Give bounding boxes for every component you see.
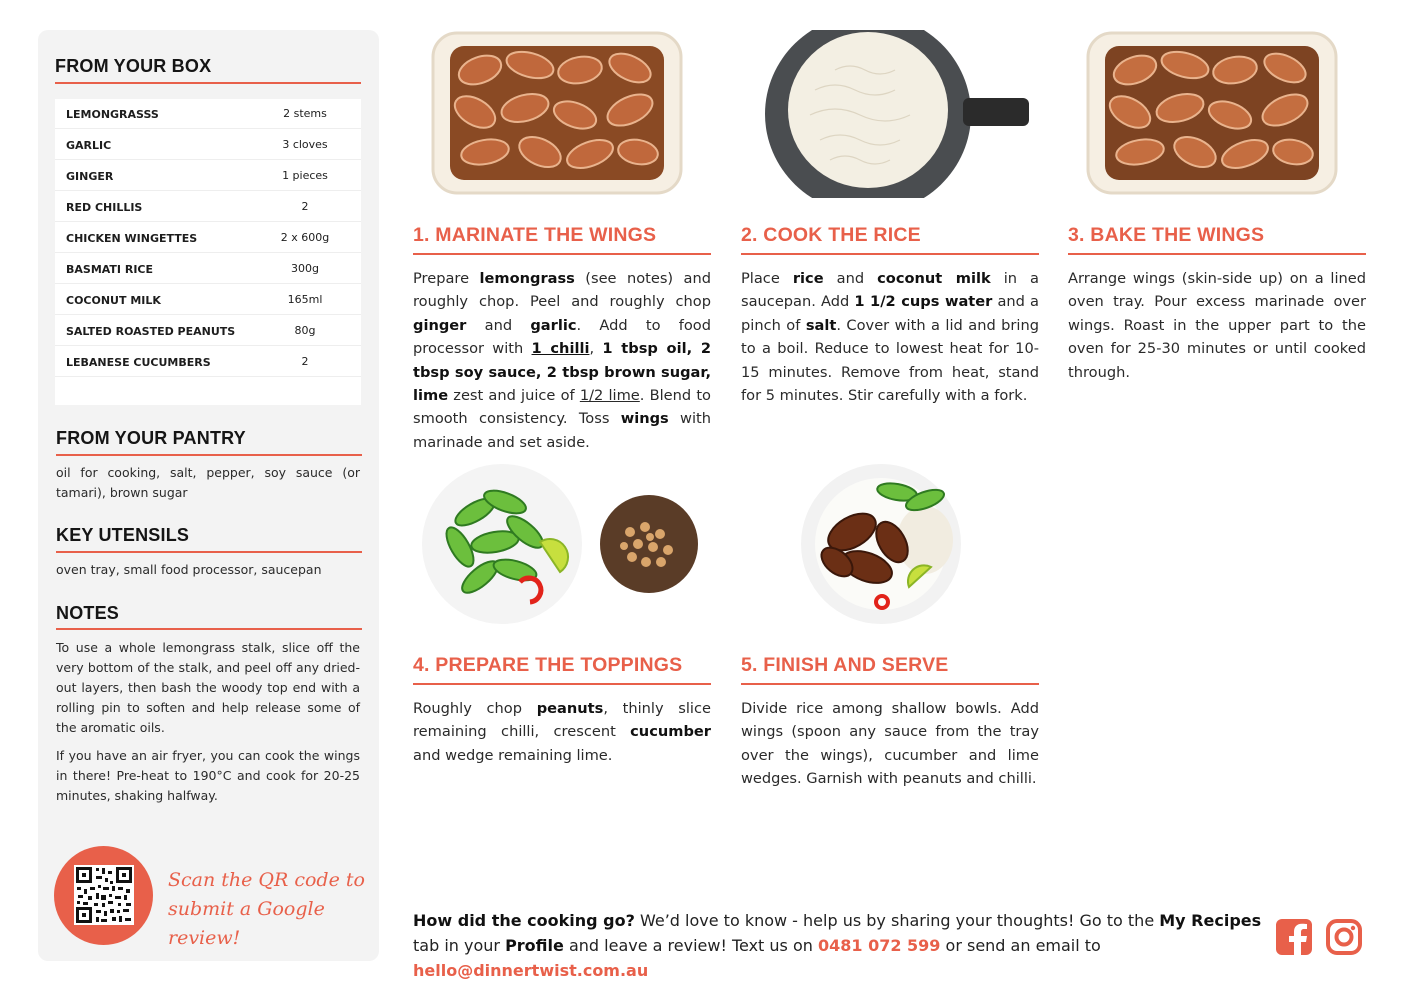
ingredient-qty: 165ml [287, 293, 323, 306]
step-4-text [413, 697, 711, 767]
qr-code-graphic [74, 865, 134, 925]
ingredient-name: GARLIC [66, 139, 112, 152]
note-lemongrass: To use a whole lemongrass stalk, slice off the very bottom of the stalk, and peel off any dried-out layers, then bash the woody top end with a rolling pin to soften and help release some of the aromatic oils. [56, 640, 360, 735]
step-2-text [741, 267, 1039, 407]
ingredient-highlight: peanuts [536, 700, 604, 717]
step-5-rule [741, 683, 1039, 685]
note-air-fryer: If you have an air fryer, you can cook the wings in there! Pre-heat to 190°C and cook for 20-25 minutes, shaking halfway. [56, 748, 360, 803]
ingredient-row [55, 161, 361, 191]
box-title: FROM YOUR BOX [55, 56, 212, 76]
step-text-run: . Cover with a lid and bring to a boil. Reduce to lowest heat for 10-15 minutes. Remove from heat, stand for 5 minutes. Stir carefully with a fork. [741, 316, 1040, 405]
ingredient-qty: 300g [291, 262, 319, 275]
step-text-run: zest and juice of [448, 387, 580, 405]
pantry-text: oil for cooking, salt, pepper, soy sauce (or tamari), brown sugar [56, 465, 360, 500]
step-3-title: 3. BAKE THE WINGS [1068, 224, 1265, 246]
ingredient-highlight: coconut milk [877, 270, 991, 287]
sidebar-panel [38, 30, 379, 961]
step-text-run: , [589, 340, 603, 358]
step-5-text: Divide rice among shallow bowls. Add wings (spoon any sauce from the tray over the wings), cucumber and lime wedges. Garnish with peanuts and chilli. [741, 700, 1039, 788]
step-3-text: Arrange wings (skin-side up) on a lined oven tray. Pour excess marinade over wings. Roast in the upper part to the oven for 25-30 minutes or until cooked through. [1068, 270, 1366, 381]
footer-text: or send an email to [940, 936, 1101, 955]
facebook-icon[interactable] [1275, 918, 1313, 956]
ingredient-row [55, 254, 361, 284]
ingredient-highlight: garlic [530, 316, 577, 334]
step-text-run: and a pinch of [741, 293, 1039, 334]
ingredient-name: LEMONGRASSS [66, 108, 159, 121]
ingredient-qty: 1 pieces [282, 169, 328, 182]
pantry-title: FROM YOUR PANTRY [56, 428, 246, 448]
pantry-rule [56, 454, 362, 456]
ingredient-highlight: ginger [413, 316, 467, 334]
step-5-title: 5. FINISH AND SERVE [741, 654, 949, 676]
utensils-rule [56, 551, 362, 553]
ingredient-highlight: lemongrass [479, 270, 575, 287]
step-4-title: 4. PREPARE THE TOPPINGS [413, 654, 683, 676]
ingredient-qty: 2 [301, 355, 309, 368]
review-footer [413, 908, 1263, 983]
baked-wings-tray-photo [1085, 30, 1339, 196]
footer-text: tab in your [413, 936, 506, 955]
step-text-run: Prepare [413, 270, 480, 287]
ingredient-highlight: 1 1/2 cups water [854, 293, 993, 311]
footer-text: We’d love to know - help us by sharing your thoughts! Go to the [634, 911, 1160, 930]
utensils-text: oven tray, small food processor, saucepan [56, 562, 322, 577]
ingredient-qty: 2 stems [283, 107, 327, 120]
ingredient-name: RED CHILLIS [66, 201, 143, 214]
step-text-run: and [466, 316, 531, 334]
ingredients-table [55, 99, 361, 405]
step-text-run: Place [741, 270, 793, 287]
phone-number-link[interactable]: 0481 072 599 [817, 936, 941, 955]
step-text-run: in a saucepan. Add [741, 270, 1039, 311]
ingredient-highlight: 1 tbsp oil, 2 tbsp soy sauce, 2 tbsp brown sugar, lime [413, 340, 711, 405]
ingredient-qty: 80g [294, 324, 316, 337]
footer-text: and leave a review! Text us on [563, 936, 818, 955]
ingredient-highlight: wings [620, 410, 669, 428]
ingredient-row [55, 192, 361, 222]
coconut-rice-pan-photo [765, 30, 1031, 198]
footer-question: How did the cooking go? [413, 911, 635, 930]
profile-link[interactable]: Profile [505, 936, 564, 955]
ingredient-row [55, 347, 361, 377]
ingredient-highlight: rice [792, 270, 824, 287]
qr-caption-line: Scan the QR code to [168, 869, 365, 891]
ingredient-row [55, 130, 361, 160]
ingredient-name: GINGER [66, 170, 114, 183]
toppings-photo [420, 462, 702, 626]
step-4-rule [413, 683, 711, 685]
qr-code[interactable] [74, 865, 134, 925]
utensils-title: KEY UTENSILS [56, 525, 190, 545]
ingredient-name: BASMATI RICE [66, 263, 154, 276]
step-1-text [413, 267, 711, 454]
ingredient-name: COCONUT MILK [66, 294, 161, 307]
box-title-rule [55, 82, 361, 84]
ingredient-qty: 2 [301, 200, 309, 213]
ingredient-row [55, 285, 361, 315]
step-text-run: (see notes) and roughly chop. Peel and roughly chop [413, 270, 711, 311]
step-3-rule [1068, 253, 1366, 255]
step-1-rule [413, 253, 711, 255]
ingredient-highlight: cucumber [630, 723, 711, 741]
step-text-run: Roughly chop [413, 700, 537, 717]
ingredient-highlight: 1 chilli [531, 340, 590, 358]
qr-caption-line: submit a Google review! [168, 898, 325, 949]
marinated-wings-tray-photo [430, 30, 684, 196]
instagram-icon[interactable] [1325, 918, 1363, 956]
step-text-run: and wedge remaining lime. [413, 746, 613, 764]
step-text-run: , thinly slice remaining chilli, crescent [413, 700, 711, 741]
notes-title: NOTES [56, 603, 120, 623]
ingredient-name: LEBANESE CUCUMBERS [66, 356, 211, 369]
ingredient-qty: 2 x 600g [280, 231, 330, 244]
my-recipes-link[interactable]: My Recipes [1159, 911, 1262, 930]
finished-dish-photo [797, 462, 965, 626]
qr-caption [168, 866, 368, 953]
step-text-run: . Add to food processor with [413, 316, 711, 358]
step-2-title: 2. COOK THE RICE [741, 224, 921, 246]
ingredient-name: SALTED ROASTED PEANUTS [66, 325, 236, 338]
notes-rule [56, 628, 362, 630]
ingredient-row [55, 99, 361, 129]
ingredient-row [55, 316, 361, 346]
ingredient-name: CHICKEN WINGETTES [66, 232, 198, 245]
step-1-title: 1. MARINATE THE WINGS [413, 224, 657, 246]
step-2-rule [741, 253, 1039, 255]
ingredient-highlight: 1/2 lime [579, 387, 640, 405]
step-text-run: and [823, 270, 878, 287]
step-text-run: . Blend to smooth consistency. Toss [413, 387, 711, 428]
email-link[interactable]: hello@dinnertwist.com.au [413, 961, 649, 980]
ingredient-row [55, 223, 361, 253]
qr-badge [54, 846, 153, 945]
step-text-run: with marinade and set aside. [413, 410, 712, 451]
ingredient-highlight: salt [805, 316, 837, 334]
ingredient-qty: 3 cloves [282, 138, 328, 151]
